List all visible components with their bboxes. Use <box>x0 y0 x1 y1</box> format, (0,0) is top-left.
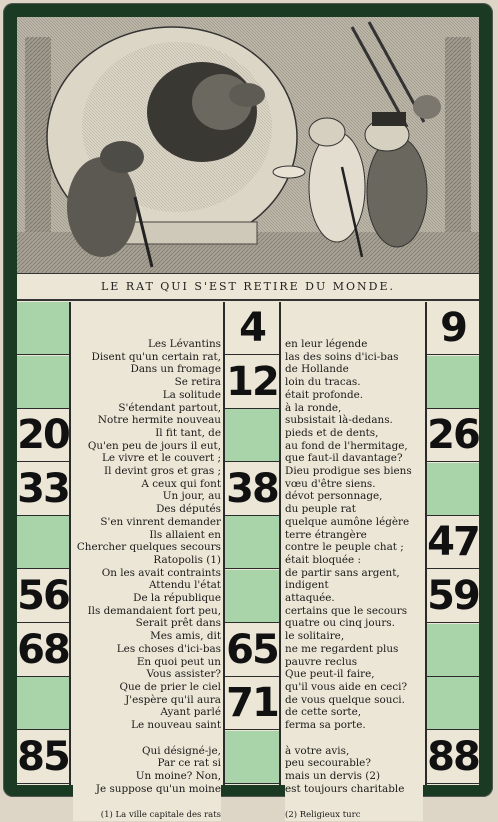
number-cell <box>17 302 69 355</box>
poem-line: Des députés <box>156 503 221 516</box>
card-inner <box>17 17 479 821</box>
poem-line: de Hollande <box>285 363 349 376</box>
lotto-card <box>3 3 493 821</box>
poem-line: las des soins d'ici-bas <box>285 350 399 363</box>
poem-line: au fond de l'hermitage, <box>285 439 408 452</box>
poem-line: Le vivre et le couvert ; <box>102 452 221 465</box>
poem-line: A ceux qui font <box>141 477 221 490</box>
poem-line: attaquée. <box>285 592 335 605</box>
fable-illustration <box>17 17 479 274</box>
cell-number: 68 <box>17 626 69 673</box>
number-cell <box>225 516 279 569</box>
number-cell <box>427 356 479 409</box>
poem-line: Qui désigné-je, <box>142 744 221 757</box>
poem-line: S'en vinrent demander <box>100 515 221 528</box>
poem-line: Mes amis, dit <box>150 630 221 643</box>
number-cell <box>427 624 479 677</box>
poem-line: quatre ou cinq jours. <box>285 617 395 630</box>
number-cell <box>225 302 279 355</box>
poem-line: Ayant parlé <box>160 706 221 719</box>
poem-line: La solitude <box>162 388 221 401</box>
poem-line: pieds et de dents, <box>285 426 379 439</box>
number-cell <box>427 302 479 355</box>
poem-line: Les Lévantins <box>147 338 221 350</box>
poem-line: ne me regardent plus <box>285 642 399 655</box>
number-cell <box>17 624 69 677</box>
poem-line: S'étendant partout, <box>118 401 221 414</box>
number-cell <box>427 677 479 730</box>
poem-line: était profonde. <box>285 388 364 401</box>
poem-line: loin du tracas. <box>285 376 361 389</box>
poem-left-column <box>73 302 221 821</box>
number-cell <box>427 463 479 516</box>
number-cell <box>225 731 279 784</box>
poem-line <box>73 732 221 745</box>
number-column-right <box>427 302 479 785</box>
number-cell <box>17 463 69 516</box>
spacer <box>73 795 221 809</box>
number-cell <box>225 463 279 516</box>
footnote: (1) La ville capitale des rats <box>100 810 221 821</box>
poem-line: peu secourable? <box>285 757 371 770</box>
poem-line: Ils allaient en <box>149 528 221 541</box>
poem-line: à votre avis, <box>285 744 350 757</box>
poem-line: Dieu prodigue ses biens <box>285 465 412 478</box>
poem-line: Serait prêt dans <box>135 617 221 630</box>
footnote: (2) Religieux turc <box>285 810 361 821</box>
poem-line: qu'il vous aide en ceci? <box>285 680 408 693</box>
number-cell <box>427 731 479 784</box>
number-cell <box>17 356 69 409</box>
poem-line: terre étrangère <box>285 528 367 541</box>
number-cell <box>225 409 279 462</box>
poem-line: Ils demandaient fort peu, <box>87 604 221 617</box>
cell-number: 85 <box>17 733 69 780</box>
poem-line: était bloquée : <box>285 553 361 566</box>
cell-number: 9 <box>440 305 466 351</box>
poem-line: ferma sa porte. <box>285 719 366 732</box>
number-cell <box>17 731 69 784</box>
poem-line: pauvre reclus <box>285 655 358 668</box>
poem-line: certains que le secours <box>285 604 408 617</box>
poem-line: mais un dervis (2) <box>285 769 381 782</box>
poem-line: Par ce rat si <box>157 757 221 770</box>
poem-line: Il devint gros et gras ; <box>104 465 221 478</box>
poem-line: en leur légende <box>285 338 368 350</box>
poem-line: Que peut-il faire, <box>285 668 375 681</box>
poem-line: Il fit tant, de <box>155 426 221 439</box>
cell-number: 88 <box>427 733 479 780</box>
poem-line <box>285 732 423 745</box>
cell-number: 47 <box>427 519 479 566</box>
poem-line: Qu'en peu de jours il eut, <box>87 439 221 452</box>
poem-line: Chercher quelques secours <box>76 541 221 554</box>
poem-line: le solitaire, <box>285 630 345 643</box>
poem-right-column <box>285 302 423 821</box>
poem-line: Que de prier le ciel <box>119 680 221 693</box>
divider <box>279 302 281 785</box>
poem-line: Le nouveau saint <box>131 719 221 732</box>
number-cell <box>17 516 69 569</box>
poem-line: Disent qu'un certain rat, <box>91 350 221 363</box>
cell-number: 56 <box>17 573 69 619</box>
poem-line: Se retira <box>174 376 221 389</box>
poem-line: à la ronde, <box>285 401 342 414</box>
poem-line: Notre hermite nouveau <box>97 414 221 427</box>
poem-line: Les choses d'ici-bas <box>116 642 221 655</box>
poem-line: contre le peuple chat ; <box>285 541 404 554</box>
number-cell <box>427 516 479 569</box>
poem-line: Ratopolis (1) <box>153 553 221 566</box>
poem-line: vœu d'être siens. <box>285 477 376 490</box>
poem-line: dévot personnage, <box>285 490 383 503</box>
cell-number: 12 <box>226 358 278 405</box>
number-cell <box>427 409 479 462</box>
poem-line: de vous quelque souci. <box>285 693 405 706</box>
divider <box>69 302 71 785</box>
poem-line: Je suppose qu'un moine <box>95 782 221 795</box>
poem-line: de partir sans argent, <box>285 566 400 579</box>
poem-line: quelque aumône légère <box>285 515 410 528</box>
poem-line: Attendu l'état <box>148 579 221 592</box>
poem-line: J'espère qu'il aura <box>125 693 221 706</box>
poem-line: du peuple rat <box>285 503 356 516</box>
poem-line: de cette sorte, <box>285 706 362 719</box>
poem-line: indigent <box>285 579 329 592</box>
cell-number: 20 <box>17 412 69 459</box>
poem-line: On les avait contraints <box>101 566 221 579</box>
poem-line: Vous assister? <box>146 668 221 681</box>
rats-engraving <box>17 17 479 273</box>
poem-line: que faut-il davantage? <box>285 452 403 465</box>
poem-line: Un moine? Non, <box>135 769 221 782</box>
number-cell <box>17 570 69 623</box>
number-cell <box>225 570 279 623</box>
cell-number: 65 <box>226 626 278 673</box>
number-column-middle <box>225 302 279 785</box>
poem-line: Un jour, au <box>162 490 221 503</box>
number-cell <box>225 624 279 677</box>
cell-number: 26 <box>427 412 479 459</box>
poem-line: En quoi peut un <box>136 655 221 668</box>
poem-line: Dans un fromage <box>130 363 221 376</box>
poem-line: subsistait là-dedans. <box>285 414 393 427</box>
number-cell <box>427 570 479 623</box>
poem-line: est toujours charitable <box>285 782 405 795</box>
number-cell <box>17 409 69 462</box>
number-cell <box>225 356 279 409</box>
number-cell <box>225 677 279 730</box>
number-cell <box>17 677 69 730</box>
cell-number: 33 <box>17 465 69 512</box>
cell-number: 59 <box>427 573 479 619</box>
spacer <box>285 795 423 809</box>
fable-title: LE RAT QUI S'EST RETIRE DU MONDE. <box>17 275 479 301</box>
cell-number: 4 <box>239 305 265 351</box>
poem-line: De la république <box>133 592 221 605</box>
number-column-left <box>17 302 69 785</box>
cell-number: 38 <box>226 465 278 512</box>
lotto-grid <box>17 302 479 821</box>
cell-number: 71 <box>226 680 278 727</box>
